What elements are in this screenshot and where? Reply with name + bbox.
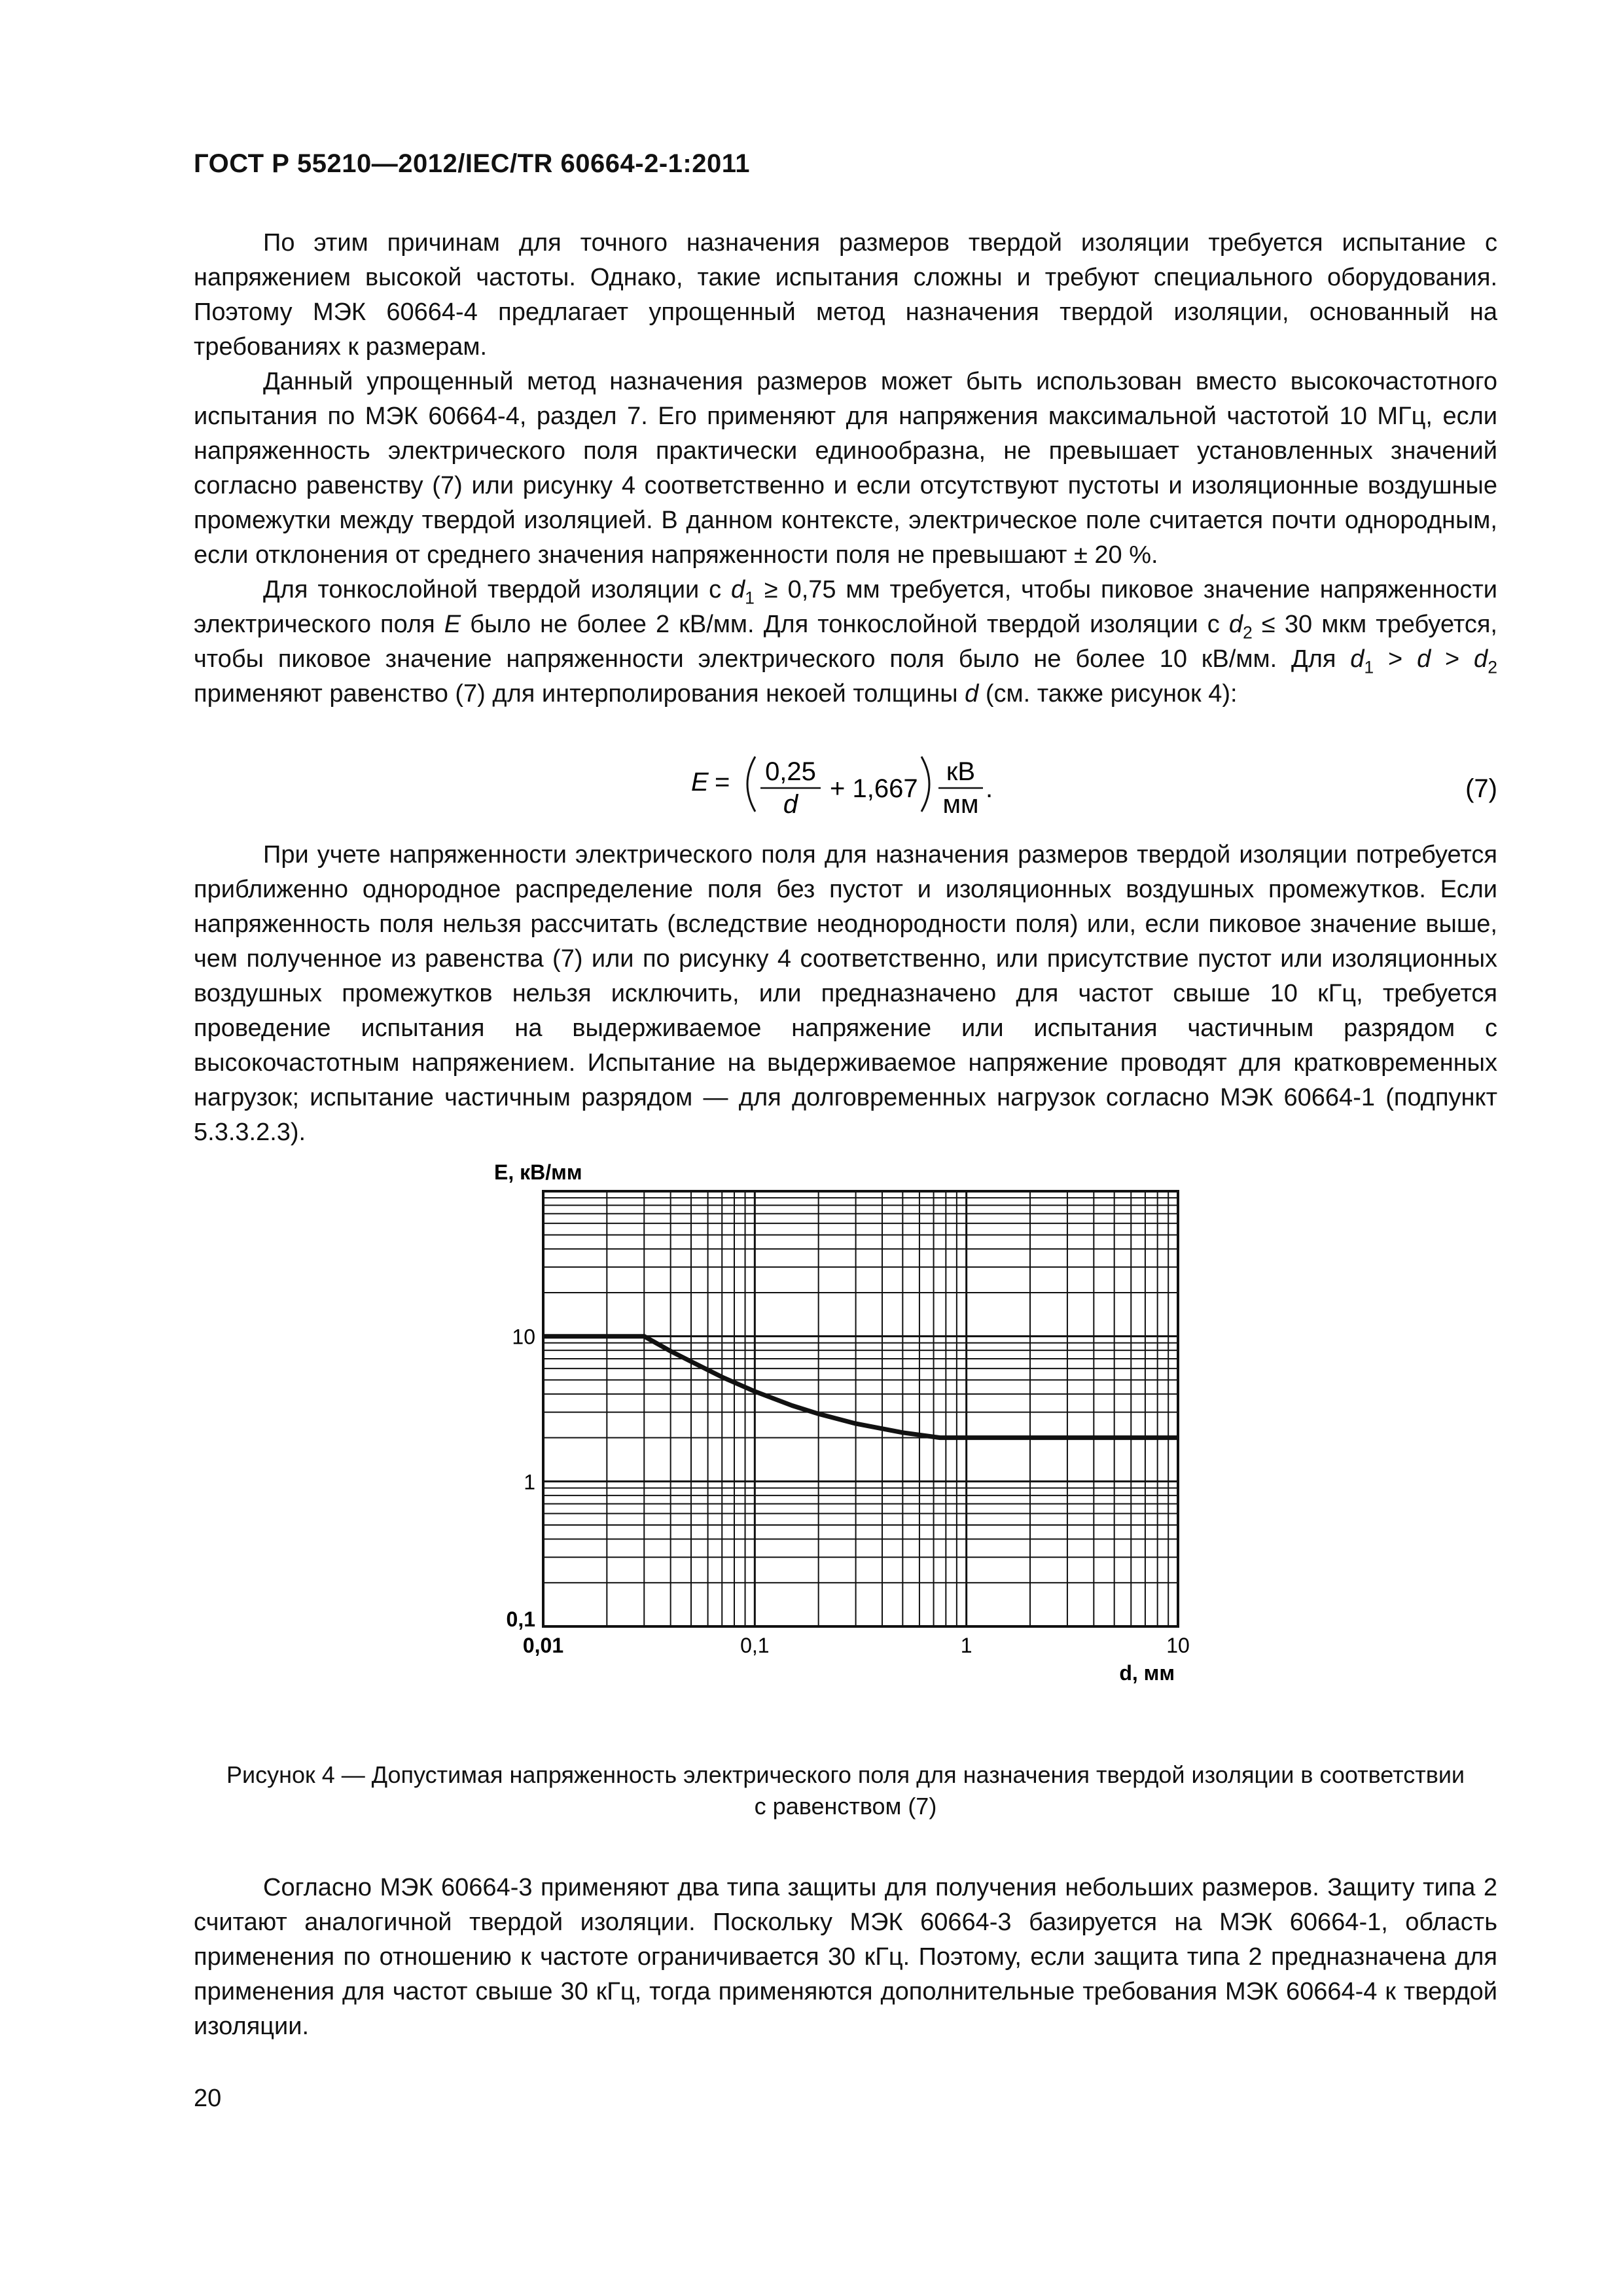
right-paren	[921, 757, 929, 812]
unit-numerator: кВ	[946, 757, 976, 786]
figure-caption-line: с равенством (7)	[754, 1793, 937, 1820]
formula-denominator: d	[783, 790, 798, 819]
chart-y-axis-label: E, кВ/мм	[494, 1160, 582, 1184]
text-block-bottom	[194, 1871, 1497, 2044]
chart-y-tick-labels	[507, 1325, 535, 1631]
y-tick-label: 1	[524, 1470, 535, 1494]
x-tick-label: 0,01	[522, 1634, 564, 1657]
y-tick-label: 0,1	[506, 1607, 535, 1631]
chart-frame	[543, 1191, 1178, 1626]
figure-4-chart	[471, 1152, 1257, 1741]
formula-period: .	[986, 774, 993, 803]
left-paren	[747, 757, 755, 812]
formula-number: (7)	[1465, 774, 1497, 803]
figure-caption-line: Рисунок 4 — Допустимая напряженность электрического поля для назначения твердой изоляции в соответствии	[226, 1761, 1465, 1788]
chart-x-tick-labels	[523, 1634, 1190, 1657]
formula-numerator: 0,25	[765, 757, 816, 786]
paragraph: При учете напряженности электрического поля для назначения размеров твердой изоляции потребуется приближенно однородное распределение поля без пустот и изоляционных воздушных промежутков. Если напряженность поля нельзя рассчитать (вследствие неоднородности поля) или, если пиковое значение выше, чем полученное из равенства (7) или по рисунку 4 соответственно, или присутствие пустот или изоляционных воздушных промежутков нельзя исключить, или предназначено для частот свыше 10 кГц, требуется проведение испытания на выдерживаемое напряжение или испытания частичным разрядом с высокочастотным напряжением. Испытание на выдерживаемое напряжение проводят для кратковременных нагрузок; испытание частичным разрядом — для долговременных нагрузок согласно МЭК 60664-1 (подпункт 5.3.3.2.3).	[194, 841, 1497, 1146]
y-tick-label: 10	[512, 1325, 535, 1349]
chart-minor-grid	[543, 1191, 1178, 1626]
paragraph: Согласно МЭК 60664-3 применяют два типа защиты для получения небольших размеров. Защиту типа 2 считают аналогичной твердой изоляции. Поскольку МЭК 60664-3 базируется на МЭК 60664-1, область применения по отношению к частоте ограничивается 30 кГц. Поэтому, если защита типа 2 предназначена для применения для частот свыше 30 кГц, тогда применяются дополнительные требования МЭК 60664-4 к твердой изоляции.	[194, 1874, 1497, 2040]
formula-equals: =	[715, 768, 730, 797]
page-number: 20	[194, 2085, 222, 2112]
chart-series-line	[543, 1336, 1178, 1438]
paragraph: По этим причинам для точного назначения размеров твердой изоляции требуется испытание с напряжением высокой частоты. Однако, такие испытания сложны и требуют специального оборудования. Поэтому МЭК 60664-4 предлагает упрощенный метод назначения твердой изоляции, основанный на требованиях к размерам.	[194, 229, 1497, 361]
unit-denominator: мм	[942, 790, 979, 819]
formula-7	[194, 738, 1497, 830]
x-tick-label: 1	[960, 1634, 972, 1657]
x-tick-label: 10	[1166, 1634, 1190, 1657]
formula-lhs: E	[691, 768, 709, 797]
chart-x-axis-label: d, мм	[1119, 1661, 1175, 1685]
x-tick-label: 0,1	[740, 1634, 770, 1657]
formula-plus-constant: + 1,667	[830, 774, 918, 803]
document-header: ГОСТ Р 55210—2012/IEC/TR 60664-2-1:2011	[194, 149, 751, 178]
text-block-top	[194, 226, 1497, 711]
chart-major-grid	[543, 1191, 1178, 1626]
paragraph: Данный упрощенный метод назначения размеров может быть использован вместо высокочастотного испытания по МЭК 60664-4, раздел 7. Его применяют для напряжения максимальной частотой 10 МГц, если напряженность электрического поля практически единообразна, не превышает установленных значений согласно равенству (7) или рисунку 4 соответственно и если отсутствуют пустоты и изоляционные воздушные промежутки между твердой изоляцией. В данном контексте, электрическое поле считается почти однородным, если отклонения от среднего значения напряженности поля не превышают ± 20 %.	[194, 368, 1497, 569]
paragraph-thickness: Для тонкослойной твердой изоляции с $d_1 \ge 0,75$ мм требуется, чтобы пиковое значение напряженности электрического поля E было не более 2 кВ/мм. Для тонкослойной твердой изоляции с $d_2 \le 30$ мкм требуется, чтобы пиковое значение напряженности электрического поля было не более 10 кВ/мм. Для $d_1 > d > d_2$ применяют равенство (7) для интерполирования некоей толщины d (см. также рисунок 4):	[194, 576, 1498, 708]
text-block-middle	[194, 838, 1497, 1150]
figure-caption	[194, 1759, 1497, 1822]
